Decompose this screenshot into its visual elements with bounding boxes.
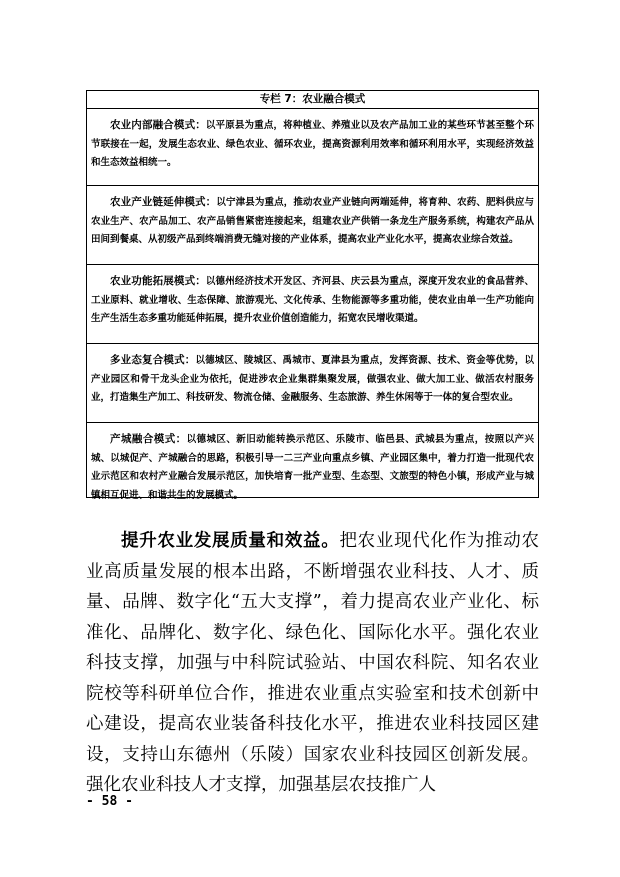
body-lead: 提升农业发展质量和效益。 [121,531,340,551]
section-paragraph [91,272,534,329]
section-paragraph [91,351,534,408]
section-paragraph [91,430,534,505]
section-function-expansion [87,264,538,343]
section-industry-city [87,422,538,499]
section-multi-format [87,343,538,422]
section-text: 以德城区、陵城区、禹城市、夏津县为重点，发挥资源、技术、资金等优势，以产业园区和骨干龙头企业为依托，促进涉农企业集群集聚发展，做强农业、做大加工业、做活农村服务业，打造集生产加工、科技研发、物流仓储、金融服务、生态旅游、养生休闲等于一体的复合型农业。 [91,355,534,404]
body-text: 把农业现代化作为推动农业高质量发展的根本出路，不断增强农业科技、人才、质量、品牌、数字化“五大支撑”，着力提高农业产业化、标准化、品牌化、数字化、绿色化、国际化水平。强化农业科技支撑，加强与中科院试验站、中国农科院、知名农业院校等科研单位合作，推进农业重点实验室和技术创新中心建设，提高农业装备科技化水平，推进农业科技园区建设，支持山东德州（乐陵）国家农业科技园区创新发展。强化农业科技人才支撑，加强基层农技推广人 [86,531,540,795]
section-lead: 多业态复合模式： [110,354,196,366]
section-chain-extension [87,185,538,264]
section-text: 以德城区、新旧动能转换示范区、乐陵市、临邑县、武城县为重点，按照以产兴城、以城促产、产城融合的思路，积极引导一二三产业向重点乡镇、产业园区集中，着力打造一批现代农业示范区和农村产业融合发展示范区，加快培育一批产业型、生态型、文旅型的特色小镇，形成产业与城镇相互促进、和谐共生的发展模式。 [91,434,534,501]
section-text: 以德州经济技术开发区、齐河县、庆云县为重点，深度开发农业的食品营养、工业原料、就业增收、生态保障、旅游观光、文化传承、生物能源等多重功能，使农业由单一生产功能向生产生活生态多重功能延伸拓展，提升农业价值创造能力，拓宽农民增收渠道。 [91,276,534,325]
section-paragraph [91,193,534,250]
body-paragraph [86,526,539,801]
box-sections [87,109,538,501]
section-text: 以平原县为重点，将种植业、养殖业以及农产品加工业的某些环节甚至整个环节联接在一起，发展生态农业、绿色农业、循环农业，提高资源利用效率和循环利用水平，实现经济效益和生态效益相统一。 [91,120,534,169]
section-text: 以宁津县为重点，推动农业产业链向两端延伸，将育种、农药、肥料供应与农业生产、农产品加工、农产品销售紧密连接起来，组建农业产供销一条龙生产服务系统，构建农产品从田间到餐桌、从初级产品到终端消费无缝对接的产业体系，提高农业产业化水平，提高农业综合效益。 [91,197,534,246]
page-number: - 58 - [86,794,133,809]
section-lead: 农业产业链延伸模式： [110,196,217,208]
feature-box [86,90,539,501]
box-title: 专栏 7：农业融合模式 [87,91,538,109]
section-lead: 农业功能拓展模式： [110,275,206,287]
section-lead: 产城融合模式： [110,433,187,445]
section-internal-integration [87,109,538,185]
section-lead: 农业内部融合模式： [110,119,206,131]
section-paragraph [91,116,534,173]
